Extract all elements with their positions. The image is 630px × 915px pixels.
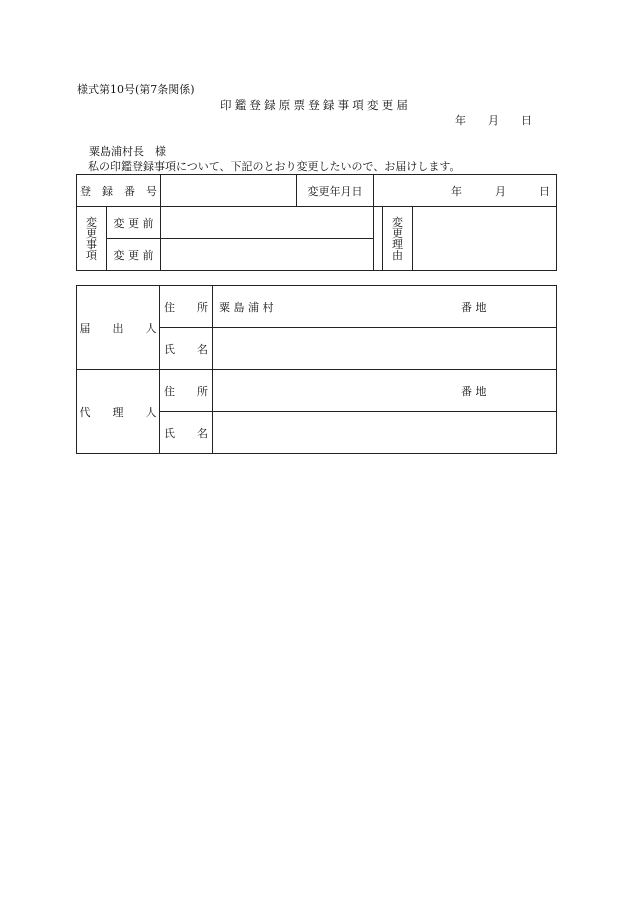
- agent-name-field[interactable]: [213, 412, 557, 454]
- registration-number-field[interactable]: [161, 175, 297, 207]
- submission-date: 年 月 日: [455, 114, 532, 127]
- applicant-address-label: 住 所: [160, 286, 213, 328]
- agent-label: 代 理 人: [77, 370, 160, 454]
- applicant-table: [76, 285, 557, 454]
- village-name: 粟 島 浦 村: [219, 300, 274, 314]
- before-change-field-2[interactable]: [161, 239, 374, 271]
- change-items-label: 変 更 事 項: [77, 207, 107, 271]
- applicant-name-label: 氏 名: [160, 328, 213, 370]
- change-date-field[interactable]: 年 月 日: [374, 175, 557, 207]
- applicant-address-field[interactable]: [213, 286, 557, 328]
- before-change-label-2: 変 更 前: [107, 239, 161, 271]
- registration-number-label: 登 録 番 号: [77, 175, 161, 207]
- change-details-table: [76, 174, 557, 271]
- applicant-label: 届 出 人: [77, 286, 160, 370]
- change-reason-field[interactable]: [413, 207, 557, 271]
- table-gap-cell: [374, 207, 383, 271]
- request-statement: 私の印鑑登録事項について、下記のとおり変更したいので、お届けします。: [88, 160, 461, 173]
- addressee: 粟島浦村長 様: [89, 145, 166, 158]
- banchi-label: 番 地: [461, 300, 487, 314]
- agent-name-label: 氏 名: [160, 412, 213, 454]
- change-reason-label: 変 更 理 由: [383, 207, 413, 271]
- applicant-name-field[interactable]: [213, 328, 557, 370]
- agent-banchi-label: 番 地: [461, 384, 487, 398]
- document-title: 印鑑登録原票登録事項変更届: [220, 98, 412, 112]
- agent-address-field[interactable]: [213, 370, 557, 412]
- change-date-label: 変更年月日: [297, 175, 374, 207]
- before-change-label-1: 変 更 前: [107, 207, 161, 239]
- before-change-field-1[interactable]: [161, 207, 374, 239]
- form-number: 様式第10号(第7条関係): [77, 83, 195, 96]
- agent-address-label: 住 所: [160, 370, 213, 412]
